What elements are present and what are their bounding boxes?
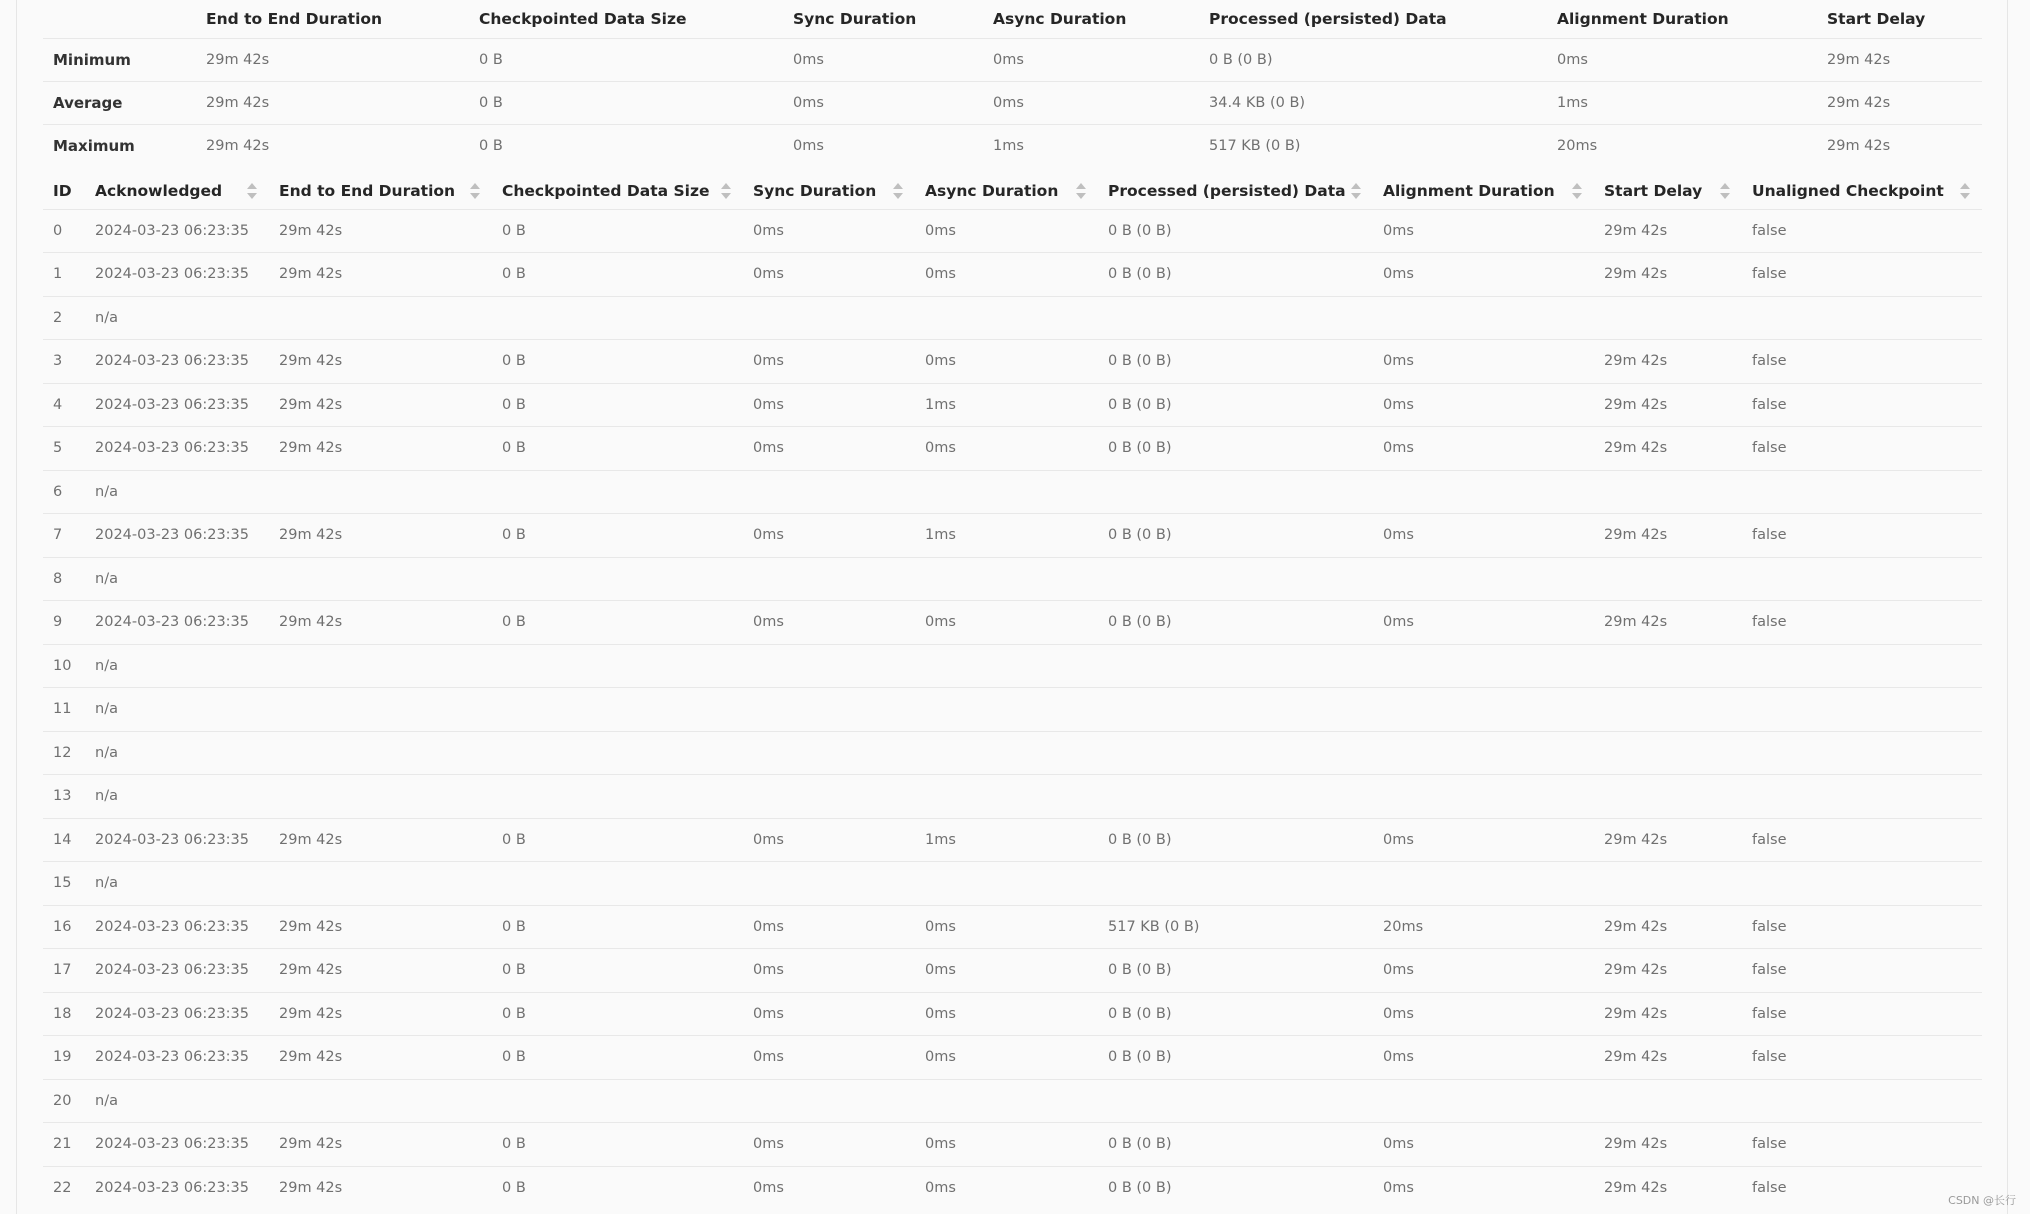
cell-end-to-end-duration: 29m 42s	[279, 353, 343, 370]
cell-acknowledged: n/a	[95, 875, 118, 892]
cell-unaligned-checkpoint: false	[1752, 1049, 1787, 1066]
cell-id: 4	[53, 396, 63, 413]
cell-id: 7	[53, 527, 63, 544]
cell-end-to-end-duration: 29m 42s	[279, 222, 343, 239]
cell-unaligned-checkpoint: false	[1752, 1005, 1787, 1022]
cell-acknowledged: n/a	[95, 309, 118, 326]
checkpoint-row[interactable]	[43, 949, 1982, 993]
cell-acknowledged: 2024-03-23 06:23:35	[95, 353, 249, 370]
checkpoint-row[interactable]	[43, 601, 1982, 645]
cell-async-duration: 1ms	[925, 396, 956, 413]
summary-cell: 0ms	[1557, 51, 1588, 68]
checkpoint-row[interactable]	[43, 209, 1982, 253]
cell-sync-duration: 0ms	[753, 1180, 784, 1196]
cell-end-to-end-duration: 29m 42s	[279, 266, 343, 283]
checkpoint-row[interactable]	[43, 470, 1982, 514]
summary-cell: 29m 42s	[1827, 138, 1891, 155]
cell-checkpointed-data-size: 0 B	[502, 266, 526, 283]
cell-checkpointed-data-size: 0 B	[502, 918, 526, 935]
cell-start-delay: 29m 42s	[1604, 831, 1668, 848]
summary-cell: 0ms	[793, 51, 824, 68]
cell-id: 20	[53, 1092, 72, 1109]
cell-id: 2	[53, 309, 63, 326]
summary-row-maximum	[43, 125, 1982, 168]
cell-acknowledged: 2024-03-23 06:23:35	[95, 1136, 249, 1153]
cell-start-delay: 29m 42s	[1604, 353, 1668, 370]
cell-alignment-duration: 0ms	[1383, 527, 1414, 544]
checkpoint-row[interactable]	[43, 1166, 1982, 1210]
cell-id: 17	[53, 962, 72, 979]
checkpoint-row[interactable]	[43, 862, 1982, 906]
cell-id: 21	[53, 1136, 72, 1153]
column-header-checkpointed-data-size[interactable]	[492, 173, 743, 209]
cell-alignment-duration: 0ms	[1383, 1136, 1414, 1153]
cell-id: 16	[53, 918, 72, 935]
cell-start-delay: 29m 42s	[1604, 1049, 1668, 1066]
cell-acknowledged: 2024-03-23 06:23:35	[95, 527, 249, 544]
checkpoint-row[interactable]	[43, 427, 1982, 471]
cell-alignment-duration: 0ms	[1383, 1180, 1414, 1196]
cell-async-duration: 0ms	[925, 1049, 956, 1066]
cell-unaligned-checkpoint: false	[1752, 353, 1787, 370]
cell-alignment-duration: 0ms	[1383, 614, 1414, 631]
cell-alignment-duration: 0ms	[1383, 962, 1414, 979]
cell-start-delay: 29m 42s	[1604, 396, 1668, 413]
cell-acknowledged: 2024-03-23 06:23:35	[95, 440, 249, 457]
cell-async-duration: 1ms	[925, 831, 956, 848]
cell-checkpointed-data-size: 0 B	[502, 353, 526, 370]
cell-end-to-end-duration: 29m 42s	[279, 396, 343, 413]
cell-id: 14	[53, 831, 72, 848]
cell-checkpointed-data-size: 0 B	[502, 962, 526, 979]
cell-start-delay: 29m 42s	[1604, 1136, 1668, 1153]
summary-table	[43, 0, 1982, 168]
cell-acknowledged: 2024-03-23 06:23:35	[95, 396, 249, 413]
sort-caret-icon[interactable]	[893, 182, 903, 200]
cell-acknowledged: n/a	[95, 788, 118, 805]
checkpoint-row[interactable]	[43, 253, 1982, 297]
checkpoint-row[interactable]	[43, 1079, 1982, 1123]
cell-acknowledged: 2024-03-23 06:23:35	[95, 1049, 249, 1066]
cell-acknowledged: 2024-03-23 06:23:35	[95, 266, 249, 283]
column-header-label: ID	[53, 181, 72, 200]
column-header-label: Unaligned Checkpoint	[1752, 181, 1944, 200]
cell-start-delay: 29m 42s	[1604, 440, 1668, 457]
checkpoint-history-table	[43, 173, 1982, 1210]
cell-checkpointed-data-size: 0 B	[502, 527, 526, 544]
column-header-label: End to End Duration	[279, 181, 456, 200]
summary-cell: 0ms	[993, 94, 1024, 111]
cell-checkpointed-data-size: 0 B	[502, 222, 526, 239]
cell-end-to-end-duration: 29m 42s	[279, 1005, 343, 1022]
cell-acknowledged: n/a	[95, 570, 118, 587]
summary-cell: 20ms	[1557, 138, 1598, 155]
cell-acknowledged: 2024-03-23 06:23:35	[95, 222, 249, 239]
cell-checkpointed-data-size: 0 B	[502, 396, 526, 413]
cell-alignment-duration: 0ms	[1383, 1005, 1414, 1022]
cell-id: 3	[53, 353, 63, 370]
summary-cell: 34.4 KB (0 B)	[1209, 94, 1306, 111]
column-header-processed-persisted-data[interactable]	[1098, 173, 1373, 209]
summary-cell: 0 B	[479, 138, 503, 155]
cell-processed-persisted-data: 0 B (0 B)	[1108, 396, 1172, 413]
cell-start-delay: 29m 42s	[1604, 266, 1668, 283]
summary-cell: 29m 42s	[206, 138, 270, 155]
column-header-label: Processed (persisted) Data	[1108, 181, 1346, 200]
cell-checkpointed-data-size: 0 B	[502, 831, 526, 848]
summary-cell: 29m 42s	[206, 94, 270, 111]
cell-acknowledged: n/a	[95, 483, 118, 500]
cell-id: 22	[53, 1180, 72, 1196]
cell-alignment-duration: 0ms	[1383, 396, 1414, 413]
cell-sync-duration: 0ms	[753, 527, 784, 544]
cell-checkpointed-data-size: 0 B	[502, 614, 526, 631]
cell-acknowledged: 2024-03-23 06:23:35	[95, 831, 249, 848]
cell-acknowledged: n/a	[95, 1092, 118, 1109]
cell-async-duration: 0ms	[925, 918, 956, 935]
cell-end-to-end-duration: 29m 42s	[279, 962, 343, 979]
cell-id: 9	[53, 614, 63, 631]
summary-header-async-duration: Async Duration	[993, 9, 1127, 28]
checkpoint-row[interactable]	[43, 340, 1982, 384]
cell-alignment-duration: 0ms	[1383, 831, 1414, 848]
cell-async-duration: 0ms	[925, 1180, 956, 1196]
cell-acknowledged: 2024-03-23 06:23:35	[95, 1180, 249, 1196]
sort-caret-icon[interactable]	[1572, 182, 1582, 200]
summary-cell: 0ms	[793, 138, 824, 155]
cell-processed-persisted-data: 0 B (0 B)	[1108, 266, 1172, 283]
cell-unaligned-checkpoint: false	[1752, 440, 1787, 457]
cell-id: 12	[53, 744, 72, 761]
summary-cell: 517 KB (0 B)	[1209, 138, 1301, 155]
summary-cell: 0 B	[479, 94, 503, 111]
cell-sync-duration: 0ms	[753, 1049, 784, 1066]
summary-cell: 0ms	[793, 94, 824, 111]
column-header-label: Async Duration	[925, 181, 1059, 200]
cell-async-duration: 0ms	[925, 1005, 956, 1022]
checkpoint-row[interactable]	[43, 775, 1982, 819]
summary-header-start-delay: Start Delay	[1827, 9, 1926, 28]
cell-alignment-duration: 0ms	[1383, 222, 1414, 239]
cell-id: 1	[53, 266, 63, 283]
watermark: CSDN @长行	[1948, 1194, 2016, 1207]
cell-sync-duration: 0ms	[753, 831, 784, 848]
cell-acknowledged: n/a	[95, 701, 118, 718]
summary-cell: 0ms	[993, 51, 1024, 68]
summary-cell: 0 B (0 B)	[1209, 51, 1273, 68]
cell-alignment-duration: 0ms	[1383, 1049, 1414, 1066]
cell-checkpointed-data-size: 0 B	[502, 440, 526, 457]
cell-acknowledged: n/a	[95, 657, 118, 674]
detail-header-row	[43, 173, 1982, 209]
checkpoint-row[interactable]	[43, 731, 1982, 775]
checkpoint-row[interactable]	[43, 296, 1982, 340]
summary-header-sync-duration: Sync Duration	[793, 9, 917, 28]
cell-alignment-duration: 0ms	[1383, 440, 1414, 457]
cell-processed-persisted-data: 0 B (0 B)	[1108, 1136, 1172, 1153]
summary-cell: 29m 42s	[1827, 94, 1891, 111]
cell-processed-persisted-data: 0 B (0 B)	[1108, 440, 1172, 457]
cell-sync-duration: 0ms	[753, 918, 784, 935]
cell-unaligned-checkpoint: false	[1752, 396, 1787, 413]
cell-start-delay: 29m 42s	[1604, 962, 1668, 979]
cell-unaligned-checkpoint: false	[1752, 527, 1787, 544]
cell-processed-persisted-data: 0 B (0 B)	[1108, 1180, 1172, 1196]
cell-id: 6	[53, 483, 63, 500]
checkpoint-row[interactable]	[43, 514, 1982, 558]
column-header-label: Sync Duration	[753, 181, 877, 200]
column-header-end-to-end-duration[interactable]	[269, 173, 492, 209]
cell-id: 8	[53, 570, 63, 587]
cell-start-delay: 29m 42s	[1604, 918, 1668, 935]
cell-sync-duration: 0ms	[753, 1005, 784, 1022]
summary-row-label: Maximum	[53, 137, 135, 156]
summary-row-minimum	[43, 38, 1982, 81]
summary-cell: 1ms	[1557, 94, 1588, 111]
cell-async-duration: 0ms	[925, 1136, 956, 1153]
summary-body	[43, 38, 1982, 168]
cell-start-delay: 29m 42s	[1604, 614, 1668, 631]
sort-caret-icon[interactable]	[247, 182, 257, 200]
column-header-async-duration[interactable]	[915, 173, 1098, 209]
cell-processed-persisted-data: 0 B (0 B)	[1108, 614, 1172, 631]
summary-header-end-to-end-duration: End to End Duration	[206, 9, 383, 28]
column-header-acknowledged[interactable]	[85, 173, 269, 209]
cell-unaligned-checkpoint: false	[1752, 918, 1787, 935]
summary-cell: 29m 42s	[1827, 51, 1891, 68]
cell-end-to-end-duration: 29m 42s	[279, 831, 343, 848]
cell-processed-persisted-data: 0 B (0 B)	[1108, 222, 1172, 239]
cell-end-to-end-duration: 29m 42s	[279, 614, 343, 631]
checkpoint-row[interactable]	[43, 905, 1982, 949]
column-header-id	[43, 173, 85, 209]
cell-start-delay: 29m 42s	[1604, 527, 1668, 544]
detail-body	[43, 209, 1982, 1210]
summary-row-average	[43, 81, 1982, 124]
column-header-label: Alignment Duration	[1383, 181, 1555, 200]
summary-header-blank	[43, 0, 196, 38]
summary-row-label: Minimum	[53, 50, 131, 69]
column-header-start-delay[interactable]	[1594, 173, 1742, 209]
cell-processed-persisted-data: 0 B (0 B)	[1108, 1049, 1172, 1066]
sort-caret-icon[interactable]	[1351, 182, 1361, 200]
summary-cell: 0 B	[479, 51, 503, 68]
cell-checkpointed-data-size: 0 B	[502, 1049, 526, 1066]
checkpoint-row[interactable]	[43, 644, 1982, 688]
cell-async-duration: 0ms	[925, 962, 956, 979]
cell-async-duration: 0ms	[925, 266, 956, 283]
cell-unaligned-checkpoint: false	[1752, 222, 1787, 239]
cell-processed-persisted-data: 0 B (0 B)	[1108, 1005, 1172, 1022]
checkpoint-row[interactable]	[43, 1123, 1982, 1167]
cell-sync-duration: 0ms	[753, 1136, 784, 1153]
cell-alignment-duration: 0ms	[1383, 266, 1414, 283]
summary-header-processed-persisted-data: Processed (persisted) Data	[1209, 9, 1447, 28]
cell-acknowledged: n/a	[95, 744, 118, 761]
checkpoint-row[interactable]	[43, 383, 1982, 427]
cell-id: 11	[53, 701, 72, 718]
sort-caret-icon[interactable]	[1960, 182, 1970, 200]
sort-caret-icon[interactable]	[721, 182, 731, 200]
checkpoint-row[interactable]	[43, 818, 1982, 862]
cell-end-to-end-duration: 29m 42s	[279, 527, 343, 544]
cell-unaligned-checkpoint: false	[1752, 1136, 1787, 1153]
checkpoint-row[interactable]	[43, 992, 1982, 1036]
cell-processed-persisted-data: 0 B (0 B)	[1108, 527, 1172, 544]
cell-start-delay: 29m 42s	[1604, 222, 1668, 239]
cell-id: 13	[53, 788, 72, 805]
summary-header-alignment-duration: Alignment Duration	[1557, 9, 1729, 28]
cell-checkpointed-data-size: 0 B	[502, 1136, 526, 1153]
cell-sync-duration: 0ms	[753, 396, 784, 413]
cell-processed-persisted-data: 0 B (0 B)	[1108, 831, 1172, 848]
column-header-label: Start Delay	[1604, 181, 1703, 200]
cell-processed-persisted-data: 517 KB (0 B)	[1108, 918, 1200, 935]
cell-end-to-end-duration: 29m 42s	[279, 1180, 343, 1196]
cell-id: 10	[53, 657, 72, 674]
cell-id: 18	[53, 1005, 72, 1022]
cell-id: 5	[53, 440, 63, 457]
sort-caret-icon[interactable]	[1720, 182, 1730, 200]
cell-sync-duration: 0ms	[753, 962, 784, 979]
cell-acknowledged: 2024-03-23 06:23:35	[95, 918, 249, 935]
summary-cell: 1ms	[993, 138, 1024, 155]
cell-end-to-end-duration: 29m 42s	[279, 1136, 343, 1153]
cell-sync-duration: 0ms	[753, 440, 784, 457]
cell-checkpointed-data-size: 0 B	[502, 1005, 526, 1022]
cell-unaligned-checkpoint: false	[1752, 266, 1787, 283]
cell-async-duration: 0ms	[925, 353, 956, 370]
cell-id: 19	[53, 1049, 72, 1066]
summary-cell: 29m 42s	[206, 51, 270, 68]
cell-processed-persisted-data: 0 B (0 B)	[1108, 962, 1172, 979]
column-header-sync-duration[interactable]	[743, 173, 915, 209]
column-header-unaligned-checkpoint[interactable]	[1742, 173, 1982, 209]
cell-end-to-end-duration: 29m 42s	[279, 440, 343, 457]
cell-acknowledged: 2024-03-23 06:23:35	[95, 962, 249, 979]
cell-alignment-duration: 20ms	[1383, 918, 1424, 935]
cell-sync-duration: 0ms	[753, 222, 784, 239]
cell-end-to-end-duration: 29m 42s	[279, 918, 343, 935]
cell-sync-duration: 0ms	[753, 614, 784, 631]
summary-header-row	[43, 0, 1982, 38]
cell-checkpointed-data-size: 0 B	[502, 1180, 526, 1196]
cell-sync-duration: 0ms	[753, 266, 784, 283]
cell-acknowledged: 2024-03-23 06:23:35	[95, 614, 249, 631]
cell-async-duration: 0ms	[925, 440, 956, 457]
cell-acknowledged: 2024-03-23 06:23:35	[95, 1005, 249, 1022]
sort-caret-icon[interactable]	[1076, 182, 1086, 200]
summary-header-checkpointed-data-size: Checkpointed Data Size	[479, 9, 687, 28]
cell-async-duration: 0ms	[925, 222, 956, 239]
column-header-alignment-duration[interactable]	[1373, 173, 1594, 209]
cell-end-to-end-duration: 29m 42s	[279, 1049, 343, 1066]
column-header-label: Acknowledged	[95, 181, 223, 200]
checkpoint-row[interactable]	[43, 688, 1982, 732]
cell-sync-duration: 0ms	[753, 353, 784, 370]
cell-start-delay: 29m 42s	[1604, 1005, 1668, 1022]
cell-unaligned-checkpoint: false	[1752, 614, 1787, 631]
cell-id: 15	[53, 875, 72, 892]
cell-processed-persisted-data: 0 B (0 B)	[1108, 353, 1172, 370]
cell-unaligned-checkpoint: false	[1752, 962, 1787, 979]
cell-id: 0	[53, 222, 63, 239]
checkpoint-row[interactable]	[43, 557, 1982, 601]
summary-row-label: Average	[53, 93, 123, 112]
sort-caret-icon[interactable]	[470, 182, 480, 200]
cell-async-duration: 1ms	[925, 527, 956, 544]
cell-async-duration: 0ms	[925, 614, 956, 631]
cell-alignment-duration: 0ms	[1383, 353, 1414, 370]
checkpoint-row[interactable]	[43, 1036, 1982, 1080]
cell-start-delay: 29m 42s	[1604, 1180, 1668, 1196]
column-header-label: Checkpointed Data Size	[502, 181, 710, 200]
cell-unaligned-checkpoint: false	[1752, 1180, 1787, 1196]
cell-unaligned-checkpoint: false	[1752, 831, 1787, 848]
